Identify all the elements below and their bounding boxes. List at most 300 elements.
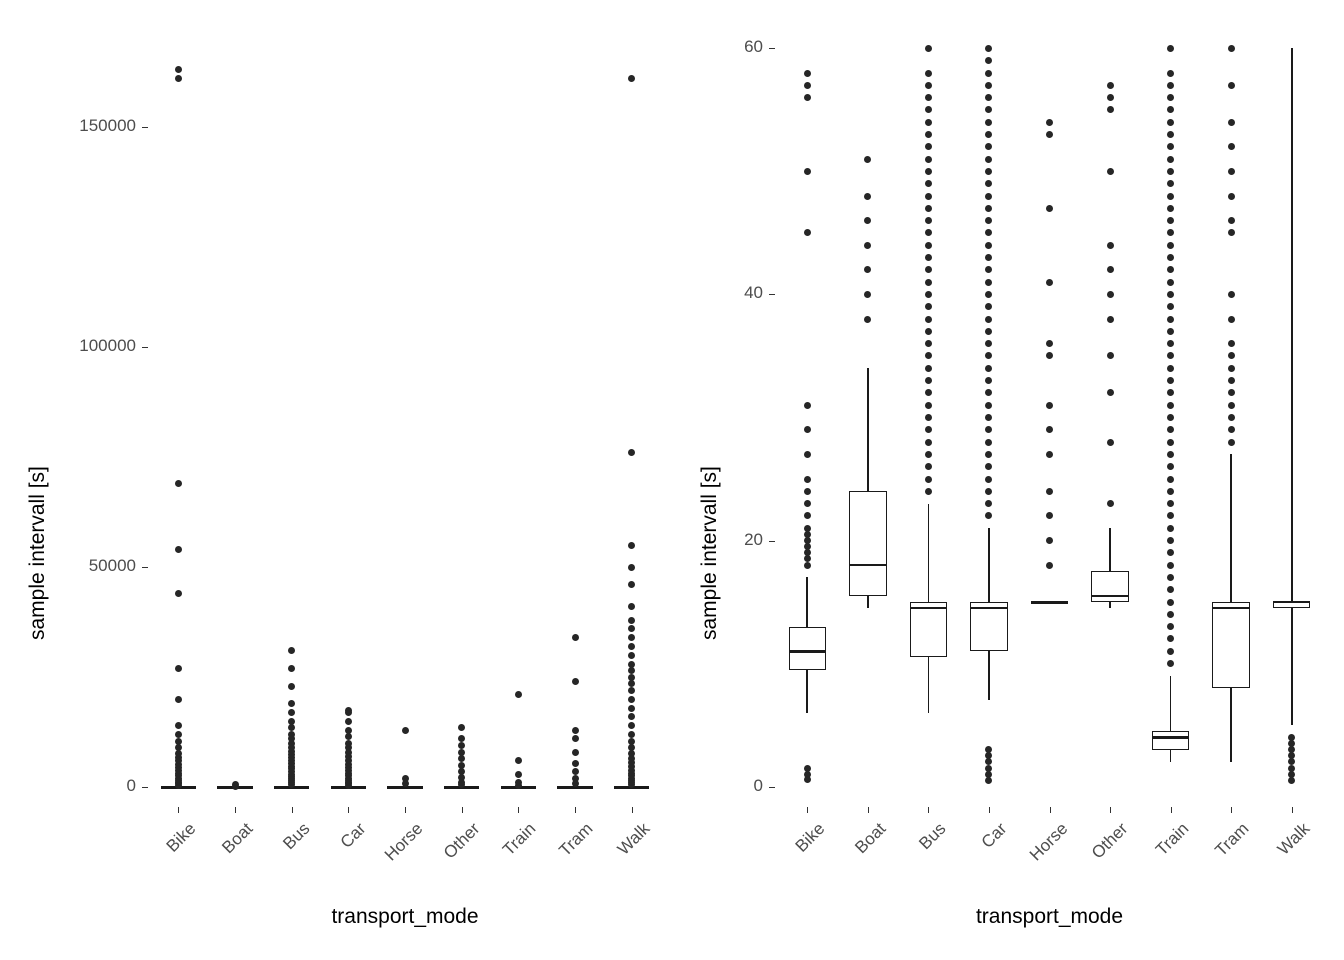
- x-axis-tick-mark: [235, 807, 236, 813]
- boxplot-outlier-point: [925, 266, 932, 273]
- boxplot-outlier-point: [985, 328, 992, 335]
- x-axis-tick-label: Boat: [218, 819, 257, 858]
- boxplot-outlier-point: [985, 254, 992, 261]
- x-axis-tick-label: Train: [1151, 819, 1193, 860]
- boxplot-outlier-point: [572, 735, 579, 742]
- boxplot-outlier-point: [985, 352, 992, 359]
- x-axis-tick-label: Tram: [555, 819, 597, 861]
- x-axis-tick-label: Bike: [162, 819, 200, 856]
- boxplot-outlier-point: [804, 426, 811, 433]
- boxplot-outlier-point: [628, 449, 635, 456]
- x-axis-tick-mark: [462, 807, 463, 813]
- boxplot-outlier-point: [925, 205, 932, 212]
- boxplot-outlier-point: [175, 665, 182, 672]
- boxplot-box: [1091, 571, 1129, 602]
- x-axis-tick-mark: [1292, 807, 1293, 813]
- boxplot-outlier-point: [985, 279, 992, 286]
- x-axis-tick-mark: [1231, 807, 1232, 813]
- boxplot-outlier-point: [925, 131, 932, 138]
- boxplot-outlier-point: [1228, 377, 1235, 384]
- boxplot-outlier-point: [985, 119, 992, 126]
- boxplot-outlier-point: [1228, 426, 1235, 433]
- y-axis-tick-label: 20: [744, 529, 763, 549]
- boxplot-outlier-point: [515, 691, 522, 698]
- boxplot-outlier-point: [925, 119, 932, 126]
- boxplot-outlier-point: [925, 168, 932, 175]
- boxplot-outlier-point: [985, 365, 992, 372]
- boxplot-outlier-point: [1167, 303, 1174, 310]
- boxplot-outlier-point: [1167, 574, 1174, 581]
- right-panel: [672, 0, 1344, 960]
- x-axis-tick-label: Walk: [1273, 819, 1314, 859]
- boxplot-outlier-point: [1228, 316, 1235, 323]
- boxplot-outlier-point: [1167, 377, 1174, 384]
- right-panel-y-axis-title: sample intervall [s]: [698, 466, 721, 640]
- boxplot-outlier-point: [1167, 279, 1174, 286]
- boxplot-outlier-point: [402, 727, 409, 734]
- x-axis-tick-label: Bike: [791, 819, 829, 856]
- boxplot-outlier-point: [232, 783, 239, 790]
- boxplot-outlier-point: [985, 377, 992, 384]
- boxplot-outlier-point: [925, 476, 932, 483]
- boxplot-outlier-point: [288, 665, 295, 672]
- boxplot-outlier-point: [1167, 549, 1174, 556]
- boxplot-outlier-point: [572, 749, 579, 756]
- boxplot-outlier-point: [864, 266, 871, 273]
- boxplot-outlier-point: [985, 451, 992, 458]
- boxplot-outlier-point: [1107, 168, 1114, 175]
- boxplot-outlier-point: [1167, 205, 1174, 212]
- boxplot-outlier-point: [1107, 316, 1114, 323]
- y-axis-tick-label: 150000: [79, 115, 136, 135]
- boxplot-outlier-point: [804, 512, 811, 519]
- boxplot-outlier-point: [925, 180, 932, 187]
- y-axis-tick-label: 100000: [79, 336, 136, 356]
- boxplot-outlier-point: [925, 106, 932, 113]
- boxplot-outlier-point: [1046, 426, 1053, 433]
- boxplot-outlier-point: [1167, 168, 1174, 175]
- boxplot-outlier-point: [1167, 242, 1174, 249]
- boxplot-outlier-point: [1167, 439, 1174, 446]
- boxplot-outlier-point: [1046, 119, 1053, 126]
- boxplot-outlier-point: [458, 724, 465, 731]
- boxplot-outlier-point: [1107, 106, 1114, 113]
- x-axis-tick-mark: [348, 807, 349, 813]
- boxplot-outlier-point: [1228, 193, 1235, 200]
- boxplot-outlier-point: [804, 402, 811, 409]
- boxplot-outlier-point: [1167, 426, 1174, 433]
- x-axis-tick-label: Other: [1087, 819, 1132, 863]
- boxplot-outlier-point: [1167, 611, 1174, 618]
- boxplot-outlier-point: [288, 647, 295, 654]
- boxplot-outlier-point: [1167, 340, 1174, 347]
- boxplot-outlier-point: [628, 687, 635, 694]
- boxplot-outlier-point: [925, 193, 932, 200]
- boxplot-outlier-point: [1167, 512, 1174, 519]
- boxplot-outlier-point: [1228, 168, 1235, 175]
- boxplot-outlier-point: [1167, 217, 1174, 224]
- boxplot-outlier-point: [1228, 217, 1235, 224]
- boxplot-outlier-point: [345, 718, 352, 725]
- x-axis-tick-mark: [405, 807, 406, 813]
- y-axis-tick-label: 0: [126, 776, 136, 796]
- boxplot-outlier-point: [288, 700, 295, 707]
- boxplot-outlier-point: [1167, 82, 1174, 89]
- boxplot-outlier-point: [1167, 131, 1174, 138]
- boxplot-outlier-point: [985, 156, 992, 163]
- boxplot-outlier-point: [628, 617, 635, 624]
- y-axis-tick-mark: [769, 48, 775, 49]
- boxplot-outlier-point: [985, 777, 992, 784]
- boxplot-outlier-point: [1167, 45, 1174, 52]
- boxplot-outlier-point: [985, 94, 992, 101]
- boxplot-outlier-point: [985, 131, 992, 138]
- boxplot-outlier-point: [572, 760, 579, 767]
- x-axis-tick-label: Car: [336, 819, 370, 852]
- boxplot-outlier-point: [925, 45, 932, 52]
- boxplot-outlier-point: [985, 414, 992, 421]
- boxplot-outlier-point: [985, 205, 992, 212]
- boxplot-outlier-point: [1167, 180, 1174, 187]
- boxplot-outlier-point: [925, 365, 932, 372]
- boxplot-outlier-point: [1046, 562, 1053, 569]
- boxplot-outlier-point: [925, 377, 932, 384]
- boxplot-outlier-point: [628, 603, 635, 610]
- right-panel-x-axis-title: transport_mode: [975, 905, 1124, 928]
- boxplot-outlier-point: [985, 143, 992, 150]
- x-axis-tick-mark: [518, 807, 519, 813]
- boxplot-outlier-point: [1228, 352, 1235, 359]
- boxplot-outlier-point: [1228, 389, 1235, 396]
- boxplot-outlier-point: [1046, 279, 1053, 286]
- boxplot-outlier-point: [1167, 119, 1174, 126]
- boxplot-outlier-point: [628, 713, 635, 720]
- boxplot-outlier-point: [1107, 500, 1114, 507]
- boxplot-outlier-point: [985, 426, 992, 433]
- boxplot-whisker: [1291, 48, 1293, 725]
- boxplot-outlier-point: [925, 328, 932, 335]
- boxplot-outlier-point: [985, 389, 992, 396]
- boxplot-outlier-point: [985, 340, 992, 347]
- boxplot-outlier-point: [804, 70, 811, 77]
- right-panel-plot-area: [777, 30, 1322, 805]
- boxplot-outlier-point: [1046, 131, 1053, 138]
- boxplot-outlier-point: [1167, 389, 1174, 396]
- boxplot-outlier-point: [925, 254, 932, 261]
- boxplot-outlier-point: [628, 625, 635, 632]
- boxplot-outlier-point: [1167, 648, 1174, 655]
- boxplot-outlier-point: [1228, 402, 1235, 409]
- x-axis-tick-mark: [1171, 807, 1172, 813]
- x-axis-tick-mark: [989, 807, 990, 813]
- boxplot-outlier-point: [1167, 254, 1174, 261]
- boxplot-outlier-point: [1046, 488, 1053, 495]
- left-panel-y-axis-title: sample intervall [s]: [26, 466, 49, 640]
- boxplot-outlier-point: [1167, 193, 1174, 200]
- boxplot-outlier-point: [1167, 143, 1174, 150]
- boxplot-outlier-point: [985, 512, 992, 519]
- boxplot-outlier-point: [985, 180, 992, 187]
- boxplot-outlier-point: [925, 303, 932, 310]
- boxplot-median-line: [1152, 736, 1190, 739]
- boxplot-outlier-point: [985, 439, 992, 446]
- boxplot-outlier-point: [804, 168, 811, 175]
- boxplot-box: [1152, 731, 1190, 749]
- boxplot-outlier-point: [1228, 82, 1235, 89]
- boxplot-outlier-point: [985, 168, 992, 175]
- boxplot-outlier-point: [345, 709, 352, 716]
- boxplot-outlier-point: [1107, 94, 1114, 101]
- boxplot-outlier-point: [1107, 439, 1114, 446]
- boxplot-outlier-point: [925, 94, 932, 101]
- boxplot-outlier-point: [985, 291, 992, 298]
- boxplot-outlier-point: [402, 780, 409, 787]
- boxplot-outlier-point: [288, 709, 295, 716]
- y-axis-tick-mark: [769, 294, 775, 295]
- boxplot-outlier-point: [985, 45, 992, 52]
- boxplot-outlier-point: [925, 156, 932, 163]
- boxplot-outlier-point: [1167, 599, 1174, 606]
- boxplot-outlier-point: [985, 217, 992, 224]
- x-axis-tick-label: Car: [977, 819, 1011, 852]
- boxplot-outlier-point: [572, 634, 579, 641]
- boxplot-outlier-point: [864, 156, 871, 163]
- boxplot-outlier-point: [925, 143, 932, 150]
- boxplot-box: [789, 627, 827, 670]
- boxplot-outlier-point: [572, 780, 579, 787]
- boxplot-outlier-point: [925, 70, 932, 77]
- boxplot-outlier-point: [1167, 94, 1174, 101]
- boxplot-median-line: [910, 607, 948, 610]
- x-axis-tick-label: Horse: [1025, 819, 1071, 865]
- boxplot-outlier-point: [804, 82, 811, 89]
- boxplot-outlier-point: [175, 722, 182, 729]
- boxplot-outlier-point: [1167, 562, 1174, 569]
- boxplot-outlier-point: [985, 500, 992, 507]
- boxplot-outlier-point: [1107, 82, 1114, 89]
- boxplot-outlier-point: [925, 451, 932, 458]
- boxplot-outlier-point: [175, 782, 182, 789]
- x-axis-tick-mark: [292, 807, 293, 813]
- boxplot-outlier-point: [1107, 266, 1114, 273]
- boxplot-outlier-point: [985, 488, 992, 495]
- x-axis-tick-label: Tram: [1211, 819, 1253, 861]
- boxplot-median-line: [789, 650, 827, 653]
- boxplot-outlier-point: [925, 291, 932, 298]
- x-axis-tick-mark: [632, 807, 633, 813]
- x-axis-tick-mark: [807, 807, 808, 813]
- boxplot-outlier-point: [572, 678, 579, 685]
- boxplot-outlier-point: [1228, 365, 1235, 372]
- boxplot-outlier-point: [925, 82, 932, 89]
- x-axis-tick-label: Bus: [915, 819, 950, 854]
- boxplot-outlier-point: [1167, 660, 1174, 667]
- boxplot-outlier-point: [925, 488, 932, 495]
- x-axis-tick-mark: [1110, 807, 1111, 813]
- boxplot-outlier-point: [985, 463, 992, 470]
- y-axis-tick-label: 0: [753, 775, 763, 795]
- boxplot-outlier-point: [925, 414, 932, 421]
- boxplot-outlier-point: [804, 562, 811, 569]
- boxplot-box: [849, 491, 887, 596]
- boxplot-outlier-point: [628, 581, 635, 588]
- x-axis-tick-label: Other: [439, 819, 484, 863]
- y-axis-tick-mark: [769, 541, 775, 542]
- boxplot-outlier-point: [175, 480, 182, 487]
- boxplot-outlier-point: [925, 229, 932, 236]
- y-axis-tick-mark: [769, 787, 775, 788]
- boxplot-outlier-point: [628, 731, 635, 738]
- boxplot-outlier-point: [1167, 488, 1174, 495]
- boxplot-outlier-point: [925, 463, 932, 470]
- boxplot-outlier-point: [572, 727, 579, 734]
- x-axis-tick-label: Horse: [380, 819, 427, 865]
- boxplot-outlier-point: [864, 291, 871, 298]
- y-axis-tick-label: 50000: [88, 556, 136, 576]
- boxplot-outlier-point: [628, 634, 635, 641]
- boxplot-outlier-point: [1228, 414, 1235, 421]
- boxplot-outlier-point: [1167, 402, 1174, 409]
- x-axis-tick-mark: [928, 807, 929, 813]
- boxplot-outlier-point: [1167, 586, 1174, 593]
- boxplot-outlier-point: [1107, 291, 1114, 298]
- boxplot-outlier-point: [1046, 402, 1053, 409]
- boxplot-outlier-point: [985, 242, 992, 249]
- boxplot-box: [1212, 602, 1250, 688]
- boxplot-outlier-point: [1167, 635, 1174, 642]
- boxplot-outlier-point: [985, 57, 992, 64]
- boxplot-outlier-point: [1167, 291, 1174, 298]
- boxplot-outlier-point: [1167, 623, 1174, 630]
- boxplot-outlier-point: [175, 75, 182, 82]
- x-axis-tick-label: Bus: [278, 819, 314, 854]
- y-axis-tick-mark: [142, 127, 148, 128]
- boxplot-outlier-point: [1228, 291, 1235, 298]
- boxplot-median-line: [1212, 607, 1250, 610]
- boxplot-outlier-point: [628, 722, 635, 729]
- boxplot-outlier-point: [1228, 229, 1235, 236]
- boxplot-outlier-point: [1167, 500, 1174, 507]
- boxplot-outlier-point: [985, 229, 992, 236]
- boxplot-outlier-point: [1167, 328, 1174, 335]
- boxplot-outlier-point: [1167, 316, 1174, 323]
- boxplot-outlier-point: [804, 94, 811, 101]
- boxplot-outlier-point: [985, 476, 992, 483]
- boxplot-outlier-point: [1288, 777, 1295, 784]
- boxplot-outlier-point: [925, 340, 932, 347]
- boxplot-outlier-point: [1046, 205, 1053, 212]
- boxplot-outlier-point: [925, 426, 932, 433]
- boxplot-outlier-point: [515, 757, 522, 764]
- x-axis-tick-mark: [178, 807, 179, 813]
- boxplot-outlier-point: [1228, 143, 1235, 150]
- boxplot-outlier-point: [985, 402, 992, 409]
- boxplot-outlier-point: [1107, 242, 1114, 249]
- y-axis-tick-mark: [142, 567, 148, 568]
- boxplot-outlier-point: [1107, 389, 1114, 396]
- boxplot-outlier-point: [925, 279, 932, 286]
- boxplot-outlier-point: [628, 643, 635, 650]
- boxplot-outlier-point: [1046, 512, 1053, 519]
- boxplot-outlier-point: [175, 590, 182, 597]
- boxplot-outlier-point: [925, 352, 932, 359]
- boxplot-outlier-point: [288, 683, 295, 690]
- boxplot-outlier-point: [628, 542, 635, 549]
- boxplot-outlier-point: [804, 229, 811, 236]
- boxplot-median-line: [1091, 595, 1129, 598]
- x-axis-tick-mark: [1050, 807, 1051, 813]
- x-axis-tick-label: Boat: [851, 819, 890, 858]
- boxplot-outlier-point: [1167, 525, 1174, 532]
- left-panel-x-axis-title: transport_mode: [331, 905, 479, 928]
- boxplot-outlier-point: [628, 652, 635, 659]
- boxplot-median-line: [1273, 601, 1311, 604]
- y-axis-tick-label: 40: [744, 283, 763, 303]
- boxplot-outlier-point: [925, 316, 932, 323]
- boxplot-outlier-point: [1046, 537, 1053, 544]
- boxplot-outlier-point: [1046, 340, 1053, 347]
- boxplot-outlier-point: [1167, 537, 1174, 544]
- boxplot-outlier-point: [175, 696, 182, 703]
- boxplot-outlier-point: [1107, 352, 1114, 359]
- boxplot-outlier-point: [1046, 451, 1053, 458]
- boxplot-outlier-point: [985, 82, 992, 89]
- boxplot-outlier-point: [515, 771, 522, 778]
- boxplot-outlier-point: [1167, 451, 1174, 458]
- boxplot-outlier-point: [628, 564, 635, 571]
- boxplot-outlier-point: [628, 696, 635, 703]
- x-axis-tick-label: Train: [499, 819, 540, 860]
- boxplot-outlier-point: [1167, 106, 1174, 113]
- y-axis-tick-label: 60: [744, 37, 763, 57]
- x-axis-tick-mark: [868, 807, 869, 813]
- boxplot-median-line: [849, 564, 887, 567]
- boxplot-outlier-point: [925, 439, 932, 446]
- boxplot-median-line: [1031, 601, 1069, 604]
- boxplot-outlier-point: [1167, 266, 1174, 273]
- boxplot-outlier-point: [804, 476, 811, 483]
- boxplot-outlier-point: [628, 75, 635, 82]
- boxplot-outlier-point: [985, 316, 992, 323]
- boxplot-outlier-point: [925, 389, 932, 396]
- boxplot-outlier-point: [1228, 119, 1235, 126]
- boxplot-outlier-point: [864, 316, 871, 323]
- boxplot-outlier-point: [1167, 476, 1174, 483]
- boxplot-outlier-point: [1167, 414, 1174, 421]
- boxplot-outlier-point: [345, 782, 352, 789]
- boxplot-outlier-point: [985, 266, 992, 273]
- x-axis-tick-label: Walk: [613, 819, 654, 859]
- boxplot-outlier-point: [925, 402, 932, 409]
- y-axis-tick-mark: [142, 347, 148, 348]
- boxplot-outlier-point: [175, 546, 182, 553]
- boxplot-outlier-point: [804, 776, 811, 783]
- boxplot-outlier-point: [1167, 70, 1174, 77]
- x-axis-tick-mark: [575, 807, 576, 813]
- boxplot-outlier-point: [1228, 45, 1235, 52]
- boxplot-outlier-point: [804, 451, 811, 458]
- boxplot-outlier-point: [804, 500, 811, 507]
- boxplot-outlier-point: [1167, 463, 1174, 470]
- boxplot-outlier-point: [175, 66, 182, 73]
- boxplot-outlier-point: [804, 488, 811, 495]
- boxplot-outlier-point: [925, 242, 932, 249]
- boxplot-outlier-point: [1167, 156, 1174, 163]
- boxplot-median-line: [970, 607, 1008, 610]
- boxplot-outlier-point: [458, 742, 465, 749]
- boxplot-outlier-point: [864, 217, 871, 224]
- left-panel-plot-area: [150, 30, 660, 805]
